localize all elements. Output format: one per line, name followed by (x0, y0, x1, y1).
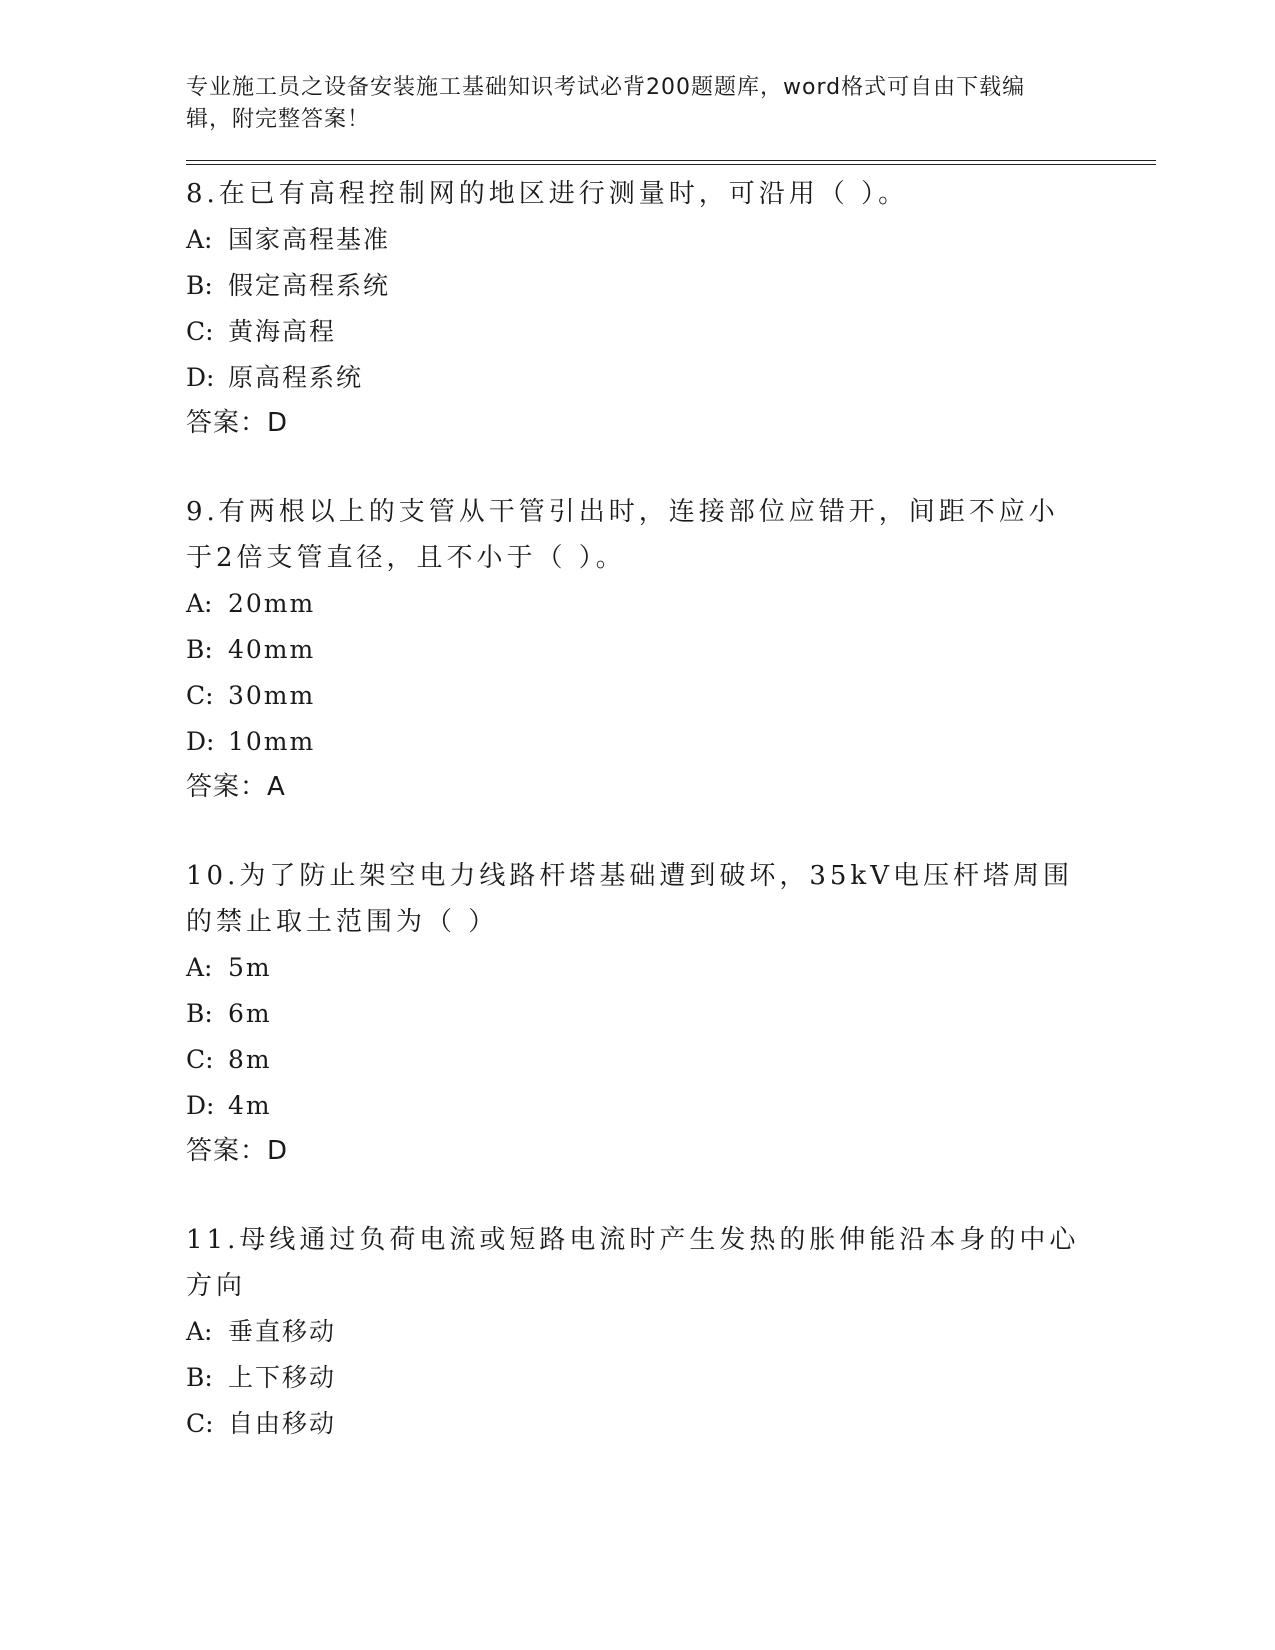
option-letter: B: (186, 1363, 213, 1392)
option-letter: D: (186, 363, 215, 392)
question-10 (186, 853, 1156, 1173)
option-letter: C: (186, 681, 214, 710)
option-a (186, 217, 1156, 263)
question-stem: 8.在已有高程控制网的地区进行测量时，可沿用（ ）。 (186, 179, 909, 209)
option-letter: D: (186, 1091, 215, 1120)
header-divider (186, 160, 1156, 165)
option-text: 国家高程基准 (228, 225, 391, 254)
option-b (186, 991, 1156, 1037)
option-a (186, 1309, 1156, 1355)
option-letter: C: (186, 1045, 214, 1074)
option-letter: A: (186, 953, 213, 982)
option-text: 30mm (228, 681, 316, 710)
option-text: 8m (228, 1045, 272, 1074)
option-c (186, 1401, 1156, 1447)
option-text: 5m (228, 953, 272, 982)
option-a (186, 945, 1156, 991)
option-text: 黄海高程 (228, 317, 337, 346)
option-text: 20mm (228, 589, 316, 618)
question-list (186, 171, 1156, 1447)
option-letter: B: (186, 271, 213, 300)
option-letter: D: (186, 727, 215, 756)
question-stem: 10.为了防止架空电力线路杆塔基础遭到破坏，35kV电压杆塔周围的禁止取土范围为（ ） (186, 861, 1073, 937)
option-c (186, 309, 1156, 355)
option-text: 自由移动 (228, 1409, 337, 1438)
document-header: 专业施工员之设备安装施工基础知识考试必背200题题库，word格式可自由下载编辑，附完整答案！ (186, 75, 1026, 132)
option-d (186, 719, 1156, 765)
question-stem: 11.母线通过负荷电流或短路电流时产生发热的胀伸能沿本身的中心方向 (186, 1225, 1080, 1301)
answer-line: 答案：D (186, 408, 289, 438)
question-11 (186, 1217, 1156, 1447)
option-letter: A: (186, 589, 213, 618)
answer-line: 答案：D (186, 1136, 289, 1166)
option-letter: A: (186, 225, 213, 254)
option-text: 垂直移动 (228, 1317, 337, 1346)
option-d (186, 355, 1156, 401)
option-a (186, 581, 1156, 627)
option-c (186, 673, 1156, 719)
answer-line: 答案：A (186, 772, 286, 802)
option-letter: B: (186, 635, 213, 664)
option-d (186, 1083, 1156, 1129)
option-b (186, 263, 1156, 309)
option-text: 6m (228, 999, 272, 1028)
option-c (186, 1037, 1156, 1083)
option-text: 10mm (228, 727, 316, 756)
option-text: 原高程系统 (228, 363, 364, 392)
option-b (186, 627, 1156, 673)
question-8 (186, 171, 1156, 445)
option-letter: A: (186, 1317, 213, 1346)
option-letter: C: (186, 317, 214, 346)
option-letter: B: (186, 999, 213, 1028)
question-9 (186, 489, 1156, 809)
option-letter: C: (186, 1409, 214, 1438)
option-text: 假定高程系统 (228, 271, 391, 300)
option-b (186, 1355, 1156, 1401)
option-text: 40mm (228, 635, 316, 664)
question-stem: 9.有两根以上的支管从干管引出时，连接部位应错开，间距不应小于2倍支管直径，且不小于（ ）。 (186, 497, 1059, 573)
option-text: 4m (228, 1091, 272, 1120)
option-text: 上下移动 (228, 1363, 337, 1392)
document-page (186, 72, 1156, 1491)
